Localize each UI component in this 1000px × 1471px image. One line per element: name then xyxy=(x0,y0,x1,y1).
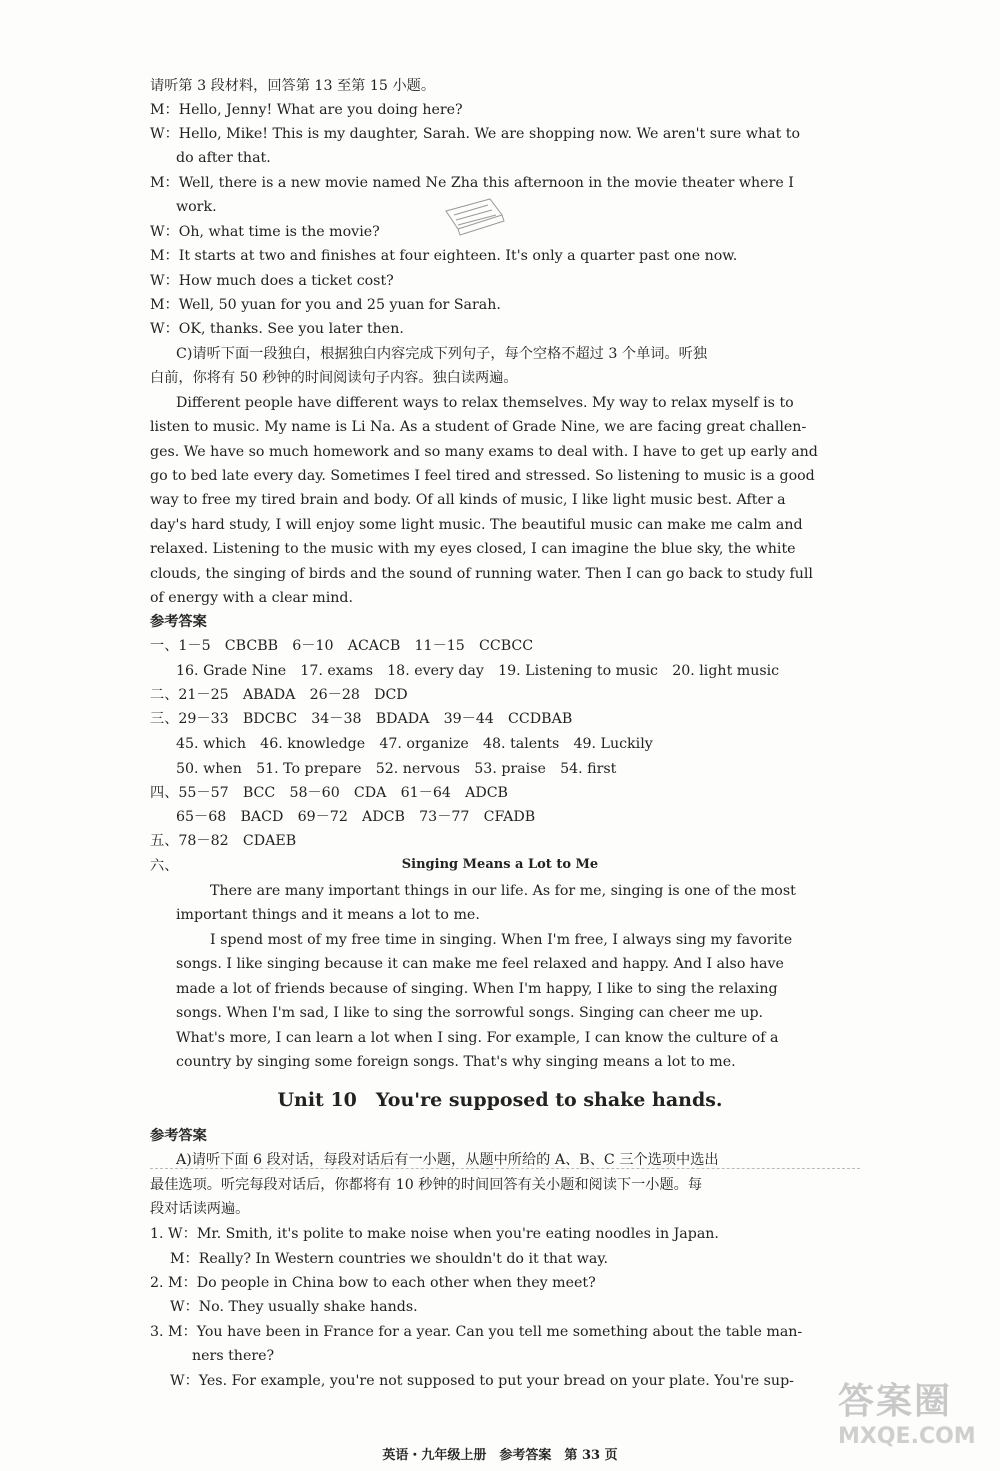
monologue-line: ges. We have so much homework and so many exams to deal with. I have to get up early and xyxy=(150,444,818,460)
dialogue-line: work. xyxy=(176,199,217,215)
dialogue-line: M：Hello, Jenny! What are you doing here? xyxy=(150,102,463,118)
answer-line: 50. when 51. To prepare 52. nervous 53. praise 54. first xyxy=(176,761,617,777)
dialogue-line: M：Well, there is a new movie named Ne Zha this afternoon in the movie theater where I xyxy=(150,175,794,191)
answer-line: 二、21－25 ABADA 26－28 DCD xyxy=(150,687,408,703)
dialogue-line: do after that. xyxy=(176,150,271,166)
dialogue-line: M：Really? In Western countries we shouldn't do it that way. xyxy=(170,1251,608,1267)
section-c-instructions: 白前，你将有 50 秒钟的时间阅读句子内容。独白读两遍。 xyxy=(150,370,518,386)
dialogue-line: M：It starts at two and finishes at four eighteen. It's only a quarter past one now. xyxy=(150,248,738,264)
essay-line: songs. I like singing because it can make me feel relaxed and happy. And I also have xyxy=(176,956,784,972)
dialogue-line: 1. W：Mr. Smith, it's polite to make noise when you're eating noodles in Japan. xyxy=(150,1226,719,1242)
essay-line: important things and it means a lot to me. xyxy=(176,907,480,923)
watermark-small: MXQE.COM xyxy=(838,1424,976,1449)
divider xyxy=(150,1168,860,1169)
monologue-line: go to bed late every day. Sometimes I feel tired and stressed. So listening to music is a good xyxy=(150,468,815,484)
essay-line: songs. When I'm sad, I like to sing the sorrowful songs. Singing can cheer me up. xyxy=(176,1005,764,1021)
dialogue-line: M：Well, 50 yuan for you and 25 yuan for Sarah. xyxy=(150,297,501,313)
monologue-line: listen to music. My name is Li Na. As a student of Grade Nine, we are facing great challen- xyxy=(150,419,807,435)
dialogue-line: W：Hello, Mike! This is my daughter, Sarah. We are shopping now. We aren't sure what to xyxy=(150,126,801,142)
dialogue-line: W：Yes. For example, you're not supposed to put your bread on your plate. You're sup- xyxy=(170,1373,794,1389)
dialogue-line: ners there? xyxy=(192,1348,275,1364)
section-a-instructions: A)请听下面 6 段对话，每段对话后有一小题，从题中所给的 A、B、C 三个选项中选出 xyxy=(176,1152,719,1168)
section-a-instructions: 段对话读两遍。 xyxy=(150,1201,250,1217)
answer-line: 65－68 BACD 69－72 ADCB 73－77 CFADB xyxy=(176,809,536,825)
monologue-line: Different people have different ways to relax themselves. My way to relax myself is to xyxy=(176,395,794,411)
answer-line: 16. Grade Nine 17. exams 18. every day 19. Listening to music 20. light music xyxy=(176,663,780,679)
essay-line: made a lot of friends because of singing. When I'm happy, I like to sing the relaxing xyxy=(176,981,778,997)
answer-line: 三、29－33 BDCBC 34－38 BDADA 39－44 CCDBAB xyxy=(150,711,573,727)
essay-line: I spend most of my free time in singing. When I'm free, I always sing my favorite xyxy=(210,932,793,948)
dialogue-line: W：How much does a ticket cost? xyxy=(150,273,394,289)
essay-line: country by singing some foreign songs. That's why singing means a lot to me. xyxy=(176,1054,736,1070)
answers-heading: 参考答案 xyxy=(150,614,207,630)
monologue-line: day's hard study, I will enjoy some light music. The beautiful music can make me calm and xyxy=(150,517,803,533)
watermark-logo xyxy=(838,1380,978,1460)
monologue-line: relaxed. Listening to the music with my eyes closed, I can imagine the blue sky, the white xyxy=(150,541,796,557)
answer-line: 五、78－82 CDAEB xyxy=(150,833,297,849)
monologue-line: way to free my tired brain and body. Of all kinds of music, I like light music best. After a xyxy=(150,492,786,508)
dialogue-line: W：No. They usually shake hands. xyxy=(170,1299,418,1315)
section-c-instructions: C)请听下面一段独白，根据独白内容完成下列句子，每个空格不超过 3 个单词。听独 xyxy=(176,346,708,362)
unit-title: Unit 10 You're supposed to shake hands. xyxy=(277,1089,723,1111)
dialogue-line: 2. M：Do people in China bow to each other when they meet? xyxy=(150,1275,596,1291)
dialogue-line: W：OK, thanks. See you later then. xyxy=(150,321,404,337)
answer-line: 一、1－5 CBCBB 6－10 ACACB 11－15 CCBCC xyxy=(150,638,534,654)
watermark-big: 答案圈 xyxy=(838,1381,953,1422)
monologue-line: of energy with a clear mind. xyxy=(150,590,353,606)
dialogue-line: 3. M：You have been in France for a year. Can you tell me something about the table man- xyxy=(150,1324,803,1340)
section-3-heading: 请听第 3 段材料，回答第 13 至第 15 小题。 xyxy=(150,78,436,94)
answer-line: 六、 xyxy=(150,858,179,874)
essay-line: What's more, I can learn a lot when I sing. For example, I can know the culture of a xyxy=(176,1030,779,1046)
monologue-line: clouds, the singing of birds and the sound of running water. Then I can go back to study full xyxy=(150,566,813,582)
stamp-graphic xyxy=(438,195,508,239)
section-a-instructions: 最佳选项。听完每段对话后，你都将有 10 秒钟的时间回答有关小题和阅读下一小题。每 xyxy=(150,1177,703,1193)
essay-line: There are many important things in our life. As for me, singing is one of the most xyxy=(210,883,796,899)
essay-title: Singing Means a Lot to Me xyxy=(401,857,599,872)
answer-line: 45. which 46. knowledge 47. organize 48. talents 49. Luckily xyxy=(176,736,653,752)
answers-heading: 参考答案 xyxy=(150,1128,207,1144)
page-footer: 英语・九年级上册 参考答案 第 33 页 xyxy=(382,1448,618,1463)
dialogue-line: W：Oh, what time is the movie? xyxy=(150,224,380,240)
answer-line: 四、55－57 BCC 58－60 CDA 61－64 ADCB xyxy=(150,785,508,801)
